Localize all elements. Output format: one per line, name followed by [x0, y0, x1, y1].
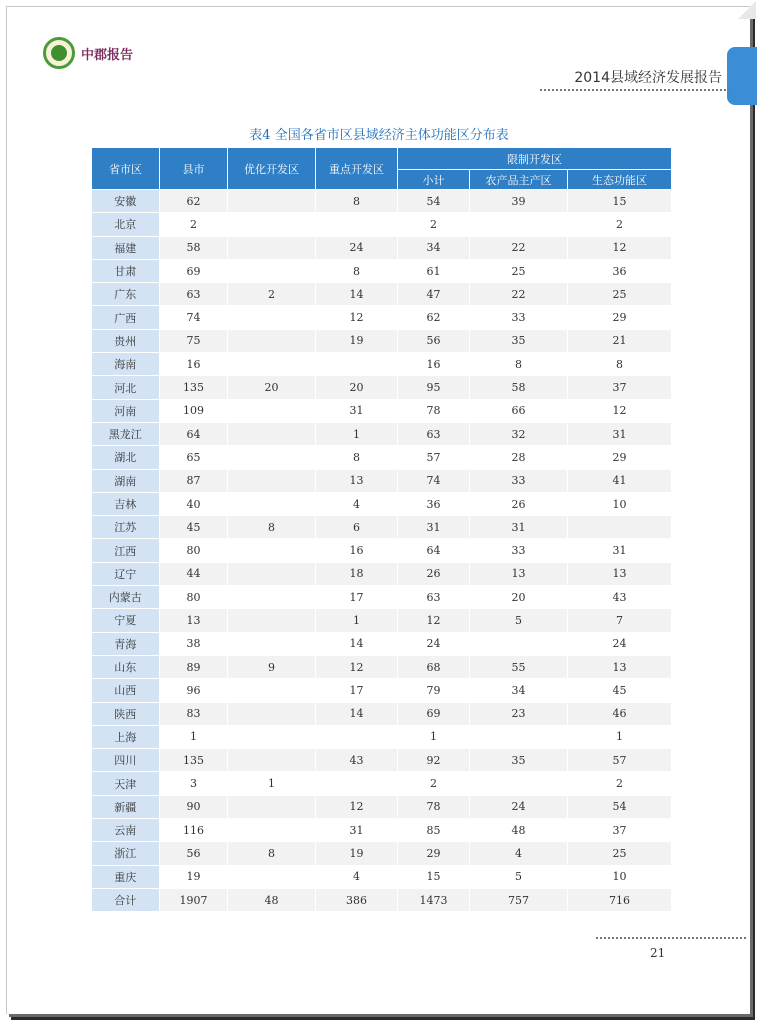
cell-agri: 22: [470, 283, 568, 306]
cell-agri: [470, 213, 568, 236]
cell-province: 合计: [92, 888, 160, 911]
cell-key: 4: [316, 865, 398, 888]
cell-agri: 8: [470, 353, 568, 376]
cell-key: 19: [316, 842, 398, 865]
cell-counties: 19: [160, 865, 228, 888]
cell-subtotal: 69: [398, 702, 470, 725]
cell-counties: 96: [160, 679, 228, 702]
cell-key: [316, 772, 398, 795]
cell-optimized: [228, 446, 316, 469]
cell-subtotal: 15: [398, 865, 470, 888]
cell-agri: 26: [470, 492, 568, 515]
cell-eco: 25: [568, 842, 672, 865]
table-row: [92, 353, 672, 376]
cell-agri: 5: [470, 609, 568, 632]
cell-agri: 5: [470, 865, 568, 888]
table-row: [92, 190, 672, 213]
table-row: [92, 516, 672, 539]
cell-agri: 35: [470, 329, 568, 352]
cell-counties: 64: [160, 422, 228, 445]
cell-key: 14: [316, 632, 398, 655]
cell-province: 河南: [92, 399, 160, 422]
cell-agri: 20: [470, 586, 568, 609]
cell-subtotal: 2: [398, 772, 470, 795]
footer-divider: [596, 937, 746, 939]
cell-agri: 757: [470, 888, 568, 911]
logo-seal-icon: [43, 37, 75, 69]
cell-eco: 7: [568, 609, 672, 632]
cell-eco: 716: [568, 888, 672, 911]
cell-counties: 63: [160, 283, 228, 306]
cell-optimized: 20: [228, 376, 316, 399]
cell-counties: 69: [160, 259, 228, 282]
cell-eco: 24: [568, 632, 672, 655]
header-agri: 农产品主产区: [470, 170, 568, 190]
cell-optimized: [228, 819, 316, 842]
cell-key: 31: [316, 399, 398, 422]
cell-eco: 31: [568, 539, 672, 562]
cell-optimized: 48: [228, 888, 316, 911]
table-row: [92, 236, 672, 259]
table-row: [92, 492, 672, 515]
cell-optimized: [228, 632, 316, 655]
cell-counties: 135: [160, 376, 228, 399]
table-row: [92, 422, 672, 445]
cell-agri: 28: [470, 446, 568, 469]
cell-subtotal: 36: [398, 492, 470, 515]
table-row: [92, 562, 672, 585]
cell-province: 甘肃: [92, 259, 160, 282]
cell-key: 8: [316, 259, 398, 282]
cell-subtotal: 56: [398, 329, 470, 352]
cell-counties: 75: [160, 329, 228, 352]
cell-eco: 46: [568, 702, 672, 725]
cell-agri: [470, 632, 568, 655]
cell-optimized: [228, 539, 316, 562]
cell-province: 新疆: [92, 795, 160, 818]
cell-key: 17: [316, 586, 398, 609]
cell-province: 浙江: [92, 842, 160, 865]
cell-eco: 31: [568, 422, 672, 445]
cell-subtotal: 1473: [398, 888, 470, 911]
logo: [43, 37, 133, 69]
cell-province: 宁夏: [92, 609, 160, 632]
cell-counties: 83: [160, 702, 228, 725]
cell-province: 北京: [92, 213, 160, 236]
table-row: [92, 213, 672, 236]
table-row: [92, 632, 672, 655]
table-row: [92, 865, 672, 888]
table-row: [92, 609, 672, 632]
cell-key: 31: [316, 819, 398, 842]
cell-subtotal: 26: [398, 562, 470, 585]
cell-key: 13: [316, 469, 398, 492]
cell-province: 天津: [92, 772, 160, 795]
cell-optimized: 8: [228, 842, 316, 865]
cell-subtotal: 34: [398, 236, 470, 259]
cell-counties: 1907: [160, 888, 228, 911]
cell-optimized: 2: [228, 283, 316, 306]
cell-key: 8: [316, 190, 398, 213]
cell-optimized: [228, 469, 316, 492]
cell-counties: 80: [160, 539, 228, 562]
cell-province: 内蒙古: [92, 586, 160, 609]
cell-optimized: [228, 190, 316, 213]
cell-subtotal: 74: [398, 469, 470, 492]
cell-optimized: [228, 562, 316, 585]
cell-optimized: [228, 725, 316, 748]
cell-eco: 10: [568, 865, 672, 888]
cell-optimized: [228, 259, 316, 282]
cell-subtotal: 78: [398, 795, 470, 818]
cell-key: 20: [316, 376, 398, 399]
cell-eco: 45: [568, 679, 672, 702]
cell-agri: 33: [470, 306, 568, 329]
cell-key: 14: [316, 283, 398, 306]
header-restricted: 限制开发区: [398, 148, 672, 170]
cell-key: [316, 213, 398, 236]
cell-subtotal: 2: [398, 213, 470, 236]
cell-subtotal: 64: [398, 539, 470, 562]
cell-subtotal: 47: [398, 283, 470, 306]
cell-counties: 62: [160, 190, 228, 213]
cell-province: 云南: [92, 819, 160, 842]
table-body: [92, 190, 672, 912]
cell-counties: 90: [160, 795, 228, 818]
cell-key: [316, 725, 398, 748]
table-row: [92, 679, 672, 702]
table-row: [92, 702, 672, 725]
cell-key: 17: [316, 679, 398, 702]
cell-counties: 74: [160, 306, 228, 329]
cell-province: 湖南: [92, 469, 160, 492]
cell-eco: 2: [568, 213, 672, 236]
cell-counties: 44: [160, 562, 228, 585]
cell-subtotal: 57: [398, 446, 470, 469]
cell-province: 山西: [92, 679, 160, 702]
cell-optimized: [228, 702, 316, 725]
cell-agri: 55: [470, 655, 568, 678]
cell-agri: 31: [470, 516, 568, 539]
table-row: [92, 795, 672, 818]
cell-key: 19: [316, 329, 398, 352]
cell-eco: 43: [568, 586, 672, 609]
cell-counties: 135: [160, 749, 228, 772]
cell-province: 海南: [92, 353, 160, 376]
cell-province: 辽宁: [92, 562, 160, 585]
cell-eco: 57: [568, 749, 672, 772]
cell-subtotal: 61: [398, 259, 470, 282]
cell-subtotal: 12: [398, 609, 470, 632]
cell-agri: [470, 725, 568, 748]
table-row: [92, 772, 672, 795]
cell-agri: 4: [470, 842, 568, 865]
cell-counties: 16: [160, 353, 228, 376]
cell-eco: 29: [568, 306, 672, 329]
table-row: [92, 586, 672, 609]
cell-agri: 34: [470, 679, 568, 702]
table-row: [92, 329, 672, 352]
cell-optimized: 8: [228, 516, 316, 539]
cell-key: 1: [316, 422, 398, 445]
cell-key: 12: [316, 795, 398, 818]
cell-agri: 35: [470, 749, 568, 772]
header-divider: [540, 89, 730, 91]
cell-province: 江苏: [92, 516, 160, 539]
logo-seal-center: [51, 45, 67, 61]
cell-province: 安徽: [92, 190, 160, 213]
cell-subtotal: 54: [398, 190, 470, 213]
cell-key: 16: [316, 539, 398, 562]
header-counties: 县市: [160, 148, 228, 190]
cell-optimized: [228, 236, 316, 259]
cell-optimized: [228, 795, 316, 818]
cell-key: 12: [316, 306, 398, 329]
cell-subtotal: 78: [398, 399, 470, 422]
cell-counties: 65: [160, 446, 228, 469]
table-row: [92, 469, 672, 492]
cell-subtotal: 95: [398, 376, 470, 399]
cell-subtotal: 16: [398, 353, 470, 376]
cell-key: 12: [316, 655, 398, 678]
table-caption: 表4 全国各省市区县域经济主体功能区分布表: [249, 128, 509, 143]
cell-agri: 58: [470, 376, 568, 399]
cell-optimized: [228, 329, 316, 352]
cell-province: 山东: [92, 655, 160, 678]
cell-province: 青海: [92, 632, 160, 655]
cell-counties: 116: [160, 819, 228, 842]
cell-eco: 12: [568, 236, 672, 259]
cell-eco: 8: [568, 353, 672, 376]
cell-optimized: 1: [228, 772, 316, 795]
cell-counties: 13: [160, 609, 228, 632]
cell-counties: 38: [160, 632, 228, 655]
cell-province: 重庆: [92, 865, 160, 888]
cell-eco: 36: [568, 259, 672, 282]
chapter-tab: [727, 47, 757, 105]
cell-counties: 89: [160, 655, 228, 678]
cell-province: 广西: [92, 306, 160, 329]
header-province: 省市区: [92, 148, 160, 190]
cell-province: 陕西: [92, 702, 160, 725]
cell-agri: 48: [470, 819, 568, 842]
cell-key: 386: [316, 888, 398, 911]
page-number: 21: [650, 946, 666, 960]
cell-eco: 12: [568, 399, 672, 422]
cell-optimized: [228, 609, 316, 632]
cell-agri: 32: [470, 422, 568, 445]
cell-counties: 45: [160, 516, 228, 539]
cell-province: 河北: [92, 376, 160, 399]
cell-eco: 15: [568, 190, 672, 213]
cell-counties: 3: [160, 772, 228, 795]
table-row: [92, 539, 672, 562]
cell-counties: 2: [160, 213, 228, 236]
table-row: [92, 399, 672, 422]
table-row: [92, 376, 672, 399]
cell-optimized: [228, 492, 316, 515]
cell-optimized: [228, 749, 316, 772]
cell-subtotal: 63: [398, 422, 470, 445]
header-optimized: 优化开发区: [228, 148, 316, 190]
cell-optimized: [228, 586, 316, 609]
header-subtotal: 小计: [398, 170, 470, 190]
cell-counties: 109: [160, 399, 228, 422]
cell-key: 6: [316, 516, 398, 539]
cell-counties: 58: [160, 236, 228, 259]
cell-subtotal: 1: [398, 725, 470, 748]
cell-agri: [470, 772, 568, 795]
cell-optimized: [228, 353, 316, 376]
cell-province: 江西: [92, 539, 160, 562]
cell-key: 43: [316, 749, 398, 772]
cell-eco: 29: [568, 446, 672, 469]
cell-key: 14: [316, 702, 398, 725]
cell-counties: 87: [160, 469, 228, 492]
cell-eco: 37: [568, 376, 672, 399]
cell-subtotal: 92: [398, 749, 470, 772]
cell-subtotal: 24: [398, 632, 470, 655]
cell-key: 4: [316, 492, 398, 515]
cell-counties: 80: [160, 586, 228, 609]
table-row: [92, 725, 672, 748]
header-key: 重点开发区: [316, 148, 398, 190]
cell-eco: 54: [568, 795, 672, 818]
cell-agri: 23: [470, 702, 568, 725]
table-row: [92, 819, 672, 842]
cell-optimized: [228, 679, 316, 702]
cell-province: 四川: [92, 749, 160, 772]
cell-province: 黑龙江: [92, 422, 160, 445]
cell-province: 上海: [92, 725, 160, 748]
cell-province: 福建: [92, 236, 160, 259]
table-row: [92, 259, 672, 282]
cell-province: 贵州: [92, 329, 160, 352]
logo-text: 中郡报告: [81, 47, 134, 63]
cell-eco: 37: [568, 819, 672, 842]
table-row: [92, 842, 672, 865]
cell-key: 1: [316, 609, 398, 632]
cell-key: 18: [316, 562, 398, 585]
table-total-row: [92, 888, 672, 911]
cell-optimized: 9: [228, 655, 316, 678]
cell-province: 吉林: [92, 492, 160, 515]
cell-subtotal: 31: [398, 516, 470, 539]
cell-counties: 1: [160, 725, 228, 748]
cell-agri: 33: [470, 469, 568, 492]
cell-agri: 13: [470, 562, 568, 585]
cell-key: 24: [316, 236, 398, 259]
table-row: [92, 283, 672, 306]
cell-counties: 56: [160, 842, 228, 865]
cell-optimized: [228, 306, 316, 329]
cell-agri: 39: [470, 190, 568, 213]
table-row: [92, 446, 672, 469]
report-title: 2014县域经济发展报告: [574, 70, 722, 86]
cell-eco: 41: [568, 469, 672, 492]
cell-subtotal: 79: [398, 679, 470, 702]
cell-subtotal: 63: [398, 586, 470, 609]
cell-province: 广东: [92, 283, 160, 306]
cell-subtotal: 68: [398, 655, 470, 678]
cell-agri: 33: [470, 539, 568, 562]
cell-key: 8: [316, 446, 398, 469]
cell-eco: 1: [568, 725, 672, 748]
header-eco: 生态功能区: [568, 170, 672, 190]
cell-agri: 22: [470, 236, 568, 259]
cell-eco: 10: [568, 492, 672, 515]
cell-eco: 13: [568, 562, 672, 585]
cell-province: 湖北: [92, 446, 160, 469]
page-fold: [738, 1, 756, 19]
cell-key: [316, 353, 398, 376]
cell-subtotal: 62: [398, 306, 470, 329]
cell-eco: 13: [568, 655, 672, 678]
table-row: [92, 655, 672, 678]
cell-eco: 2: [568, 772, 672, 795]
cell-agri: 25: [470, 259, 568, 282]
cell-eco: 25: [568, 283, 672, 306]
cell-agri: 66: [470, 399, 568, 422]
cell-eco: 21: [568, 329, 672, 352]
cell-optimized: [228, 213, 316, 236]
cell-eco: [568, 516, 672, 539]
cell-counties: 40: [160, 492, 228, 515]
cell-optimized: [228, 865, 316, 888]
function-zone-table: [91, 147, 672, 912]
table-row: [92, 749, 672, 772]
cell-optimized: [228, 399, 316, 422]
cell-subtotal: 85: [398, 819, 470, 842]
cell-subtotal: 29: [398, 842, 470, 865]
cell-agri: 24: [470, 795, 568, 818]
table-row: [92, 306, 672, 329]
cell-optimized: [228, 422, 316, 445]
